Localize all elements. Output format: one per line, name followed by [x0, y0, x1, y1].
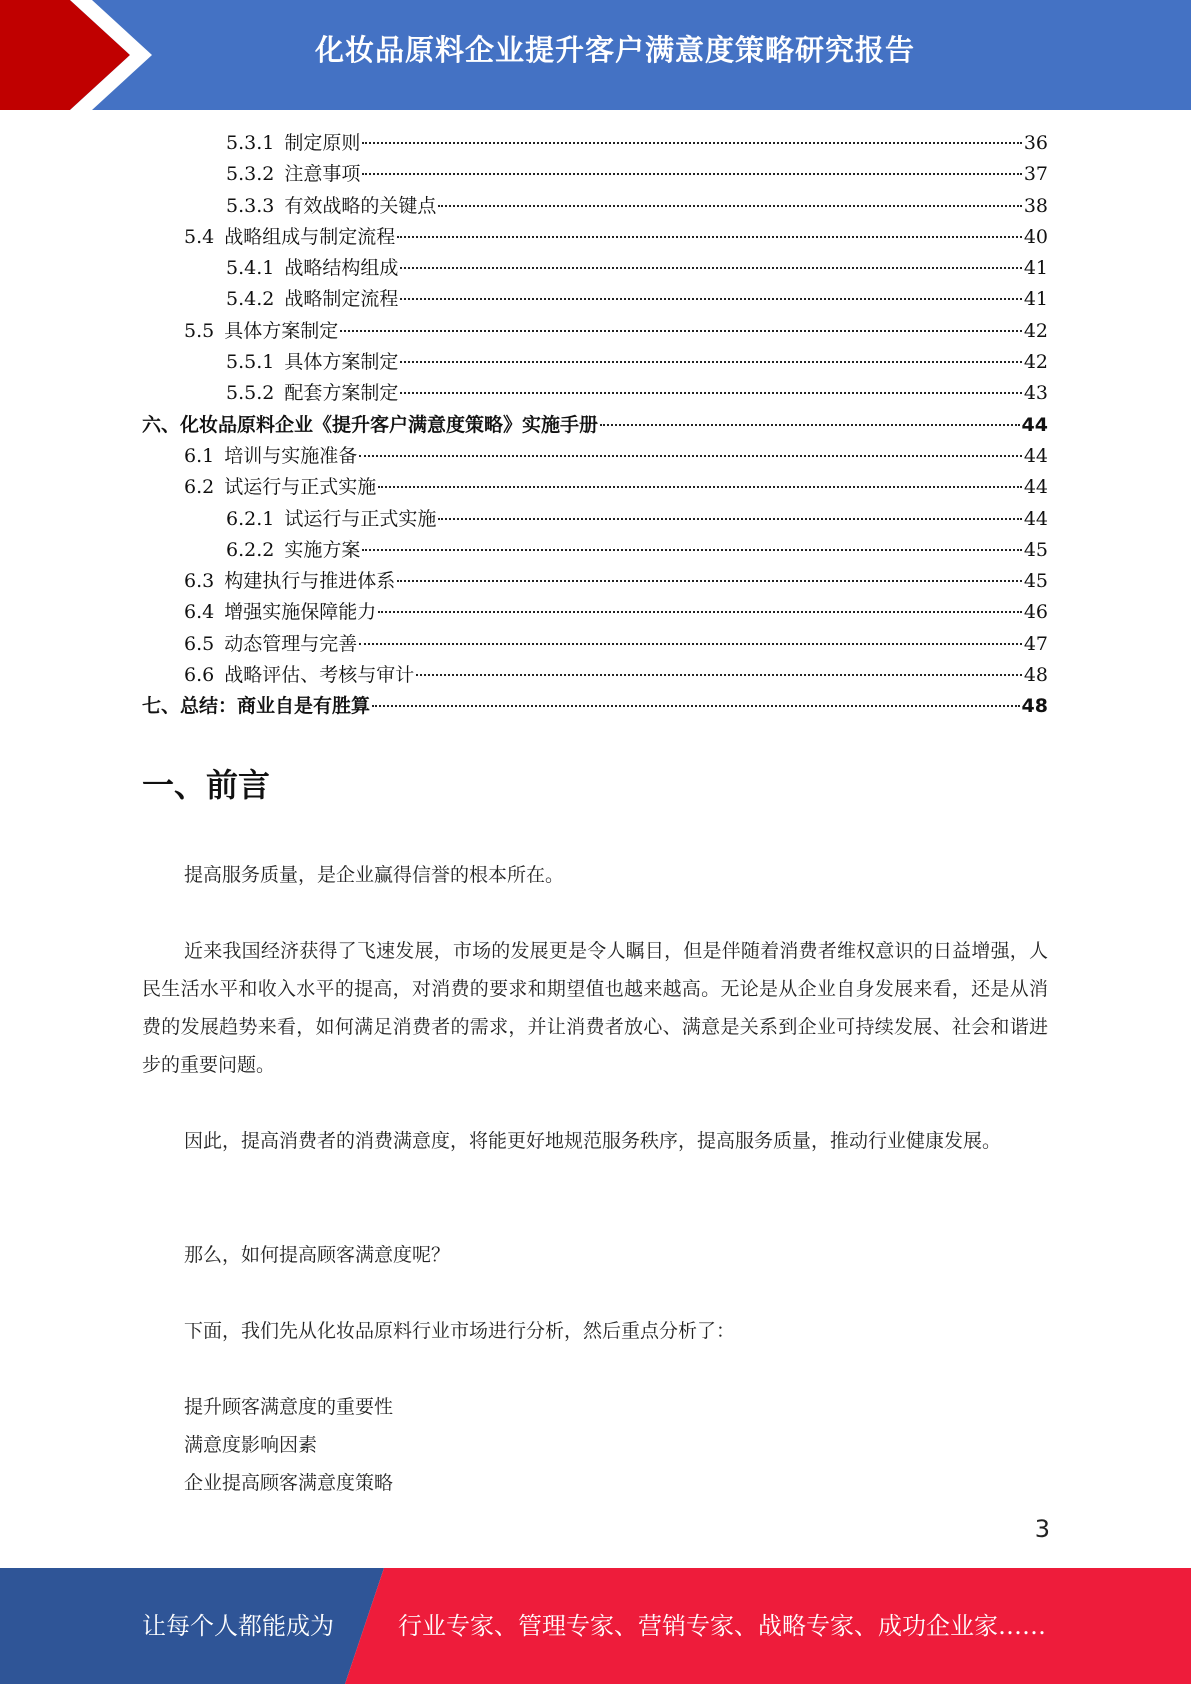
- toc-entry[interactable]: [142, 441, 1048, 472]
- toc-entry[interactable]: [142, 284, 1048, 315]
- paragraph: 那么，如何提高顾客满意度呢？: [184, 1244, 451, 1266]
- toc-entry-page: 45: [1023, 538, 1048, 561]
- toc-dot-leader: [359, 455, 1022, 457]
- toc-dot-leader: [378, 486, 1022, 488]
- paragraph: 提高服务质量，是企业赢得信誉的根本所在。: [184, 864, 565, 886]
- toc-entry-page: 36: [1023, 132, 1048, 154]
- toc-entry-number: 5.4: [184, 225, 215, 248]
- footer-slogan-left: 让每个人都能成为: [142, 1612, 334, 1640]
- toc-entry-label: 实施方案: [284, 538, 361, 561]
- toc-entry-page: 44: [1023, 507, 1048, 530]
- bullet-list: [142, 1388, 1048, 1502]
- toc-entry-label: 构建执行与推进体系: [224, 570, 396, 593]
- list-item: 企业提高顾客满意度策略: [184, 1472, 394, 1494]
- toc-entry-number: 5.3.3: [226, 194, 275, 217]
- toc-dot-leader: [438, 518, 1021, 520]
- toc-entry-number: 5.5.1: [226, 351, 275, 374]
- toc-entry-page: 42: [1023, 319, 1048, 342]
- toc-entry[interactable]: [142, 378, 1048, 409]
- toc-entry[interactable]: [142, 128, 1048, 159]
- toc-entry-page: 37: [1023, 163, 1048, 186]
- toc-dot-leader: [600, 424, 1020, 426]
- list-item: 提升顾客满意度的重要性: [184, 1396, 394, 1418]
- toc-entry-label: 配套方案制定: [284, 382, 399, 405]
- toc-entry-number: 5.3.2: [226, 163, 275, 186]
- toc-entry[interactable]: [142, 691, 1048, 722]
- toc-dot-leader: [397, 580, 1022, 582]
- toc-entry-page: 41: [1023, 288, 1048, 311]
- section-heading: 一、前言: [142, 766, 271, 804]
- footer-slogan-right: 行业专家、管理专家、营销专家、战略专家、成功企业家……: [398, 1612, 1046, 1640]
- toc-entry-label: 动态管理与完善: [224, 632, 358, 655]
- toc-entry-page: 44: [1021, 413, 1048, 436]
- toc-dot-leader: [400, 361, 1021, 363]
- toc-entry[interactable]: [142, 191, 1048, 222]
- toc-entry-number: 5.4.2: [226, 288, 275, 311]
- toc-entry[interactable]: [142, 504, 1048, 535]
- toc-entry[interactable]: [142, 222, 1048, 253]
- toc-entry-number: 5.5: [184, 319, 215, 342]
- toc-entry-label: 培训与实施准备: [224, 444, 358, 467]
- page-footer: [0, 1568, 1191, 1684]
- toc-entry-label: 有效战略的关键点: [284, 194, 437, 217]
- toc-entry-page: 40: [1023, 225, 1048, 248]
- toc-entry[interactable]: [142, 347, 1048, 378]
- toc-entry-number: 6.3: [184, 570, 215, 593]
- toc-entry-label: 六、化妆品原料企业《提升客户满意度策略》实施手册: [142, 413, 599, 436]
- paragraph-2-block: [142, 932, 1048, 1084]
- paragraph: 下面，我们先从化妆品原料行业市场进行分析，然后重点分析了：: [184, 1320, 736, 1342]
- toc-dot-leader: [438, 205, 1021, 207]
- toc-entry-number: 6.5: [184, 632, 215, 655]
- toc-entry[interactable]: [142, 410, 1048, 441]
- toc-dot-leader: [416, 674, 1022, 676]
- paragraph: 近来我国经济获得了飞速发展，市场的发展更是令人瞩目，但是伴随着消费者维权意识的日益增强，人民生活水平和收入水平的提高，对消费的要求和期望值也越来越高。无论是从企业自身发展来看，还是从消费的发展趋势来看，如何满足消费者的需求，并让消费者放心、满意是关系到企业可持续发展、社会和谐进步的重要问题。: [142, 940, 1048, 1076]
- paragraph: 因此，提高消费者的消费满意度，将能更好地规范服务秩序，提高服务质量，推动行业健康发展。: [184, 1130, 1002, 1152]
- paragraph-4-block: [142, 1236, 1048, 1274]
- toc-entry-label: 战略制定流程: [284, 288, 399, 311]
- toc-dot-leader: [378, 611, 1022, 613]
- toc-entry-number: 6.4: [184, 601, 215, 624]
- toc-entry-label: 制定原则: [284, 132, 361, 154]
- toc-dot-leader: [400, 392, 1021, 394]
- toc-entry-number: 6.1: [184, 444, 215, 467]
- toc-dot-leader: [359, 643, 1022, 645]
- toc-dot-leader: [362, 549, 1021, 551]
- toc-entry-number: 6.6: [184, 664, 215, 687]
- paragraph-1-block: [142, 856, 1048, 894]
- table-of-contents: [142, 128, 1048, 723]
- toc-entry-number: 5.5.2: [226, 382, 275, 405]
- toc-dot-leader: [372, 705, 1020, 707]
- toc-entry-page: 46: [1023, 601, 1048, 624]
- toc-dot-leader: [400, 267, 1021, 269]
- toc-entry[interactable]: [142, 316, 1048, 347]
- toc-entry-label: 战略结构组成: [284, 257, 399, 280]
- toc-entry-label: 试运行与正式实施: [284, 507, 437, 530]
- toc-entry-page: 44: [1023, 476, 1048, 499]
- toc-entry[interactable]: [142, 566, 1048, 597]
- toc-entry-label: 增强实施保障能力: [224, 601, 377, 624]
- toc-dot-leader: [397, 236, 1022, 238]
- toc-entry-page: 43: [1023, 382, 1048, 405]
- toc-entry-number: 5.3.1: [226, 132, 275, 154]
- toc-entry-label: 具体方案制定: [284, 351, 399, 374]
- toc-entry-label: 注意事项: [284, 163, 361, 186]
- toc-dot-leader: [340, 330, 1022, 332]
- toc-entry[interactable]: [142, 535, 1048, 566]
- toc-entry-page: 48: [1021, 695, 1048, 718]
- toc-entry-label: 七、总结：商业自是有胜算: [142, 695, 371, 718]
- page-header: [0, 0, 1191, 110]
- paragraph-5-block: [142, 1312, 1048, 1350]
- toc-entry-label: 战略评估、考核与审计: [224, 664, 415, 687]
- toc-entry[interactable]: [142, 629, 1048, 660]
- toc-entry-number: 6.2: [184, 476, 215, 499]
- toc-dot-leader: [362, 173, 1021, 175]
- list-item: 满意度影响因素: [184, 1434, 318, 1456]
- page-number: 3: [1034, 1515, 1050, 1543]
- report-title: 化妆品原料企业提升客户满意度策略研究报告: [314, 33, 915, 67]
- toc-entry-page: 41: [1023, 257, 1048, 280]
- toc-entry[interactable]: [142, 660, 1048, 691]
- toc-entry-page: 42: [1023, 351, 1048, 374]
- toc-entry[interactable]: [142, 597, 1048, 628]
- toc-entry[interactable]: [142, 472, 1048, 503]
- toc-entry-page: 44: [1023, 444, 1048, 467]
- toc-entry-page: 38: [1023, 194, 1048, 217]
- toc-entry-page: 48: [1023, 664, 1048, 687]
- toc-entry-label: 试运行与正式实施: [224, 476, 377, 499]
- toc-dot-leader: [400, 298, 1021, 300]
- toc-entry-page: 45: [1023, 570, 1048, 593]
- toc-entry-label: 具体方案制定: [224, 319, 339, 342]
- toc-entry[interactable]: [142, 159, 1048, 190]
- toc-entry-number: 5.4.1: [226, 257, 275, 280]
- toc-entry-page: 47: [1023, 632, 1048, 655]
- toc-dot-leader: [362, 142, 1021, 144]
- toc-entry[interactable]: [142, 253, 1048, 284]
- toc-entry-number: 6.2.2: [226, 538, 275, 561]
- toc-entry-number: 6.2.1: [226, 507, 275, 530]
- toc-entry-label: 战略组成与制定流程: [224, 225, 396, 248]
- paragraph-3-block: [142, 1122, 1048, 1160]
